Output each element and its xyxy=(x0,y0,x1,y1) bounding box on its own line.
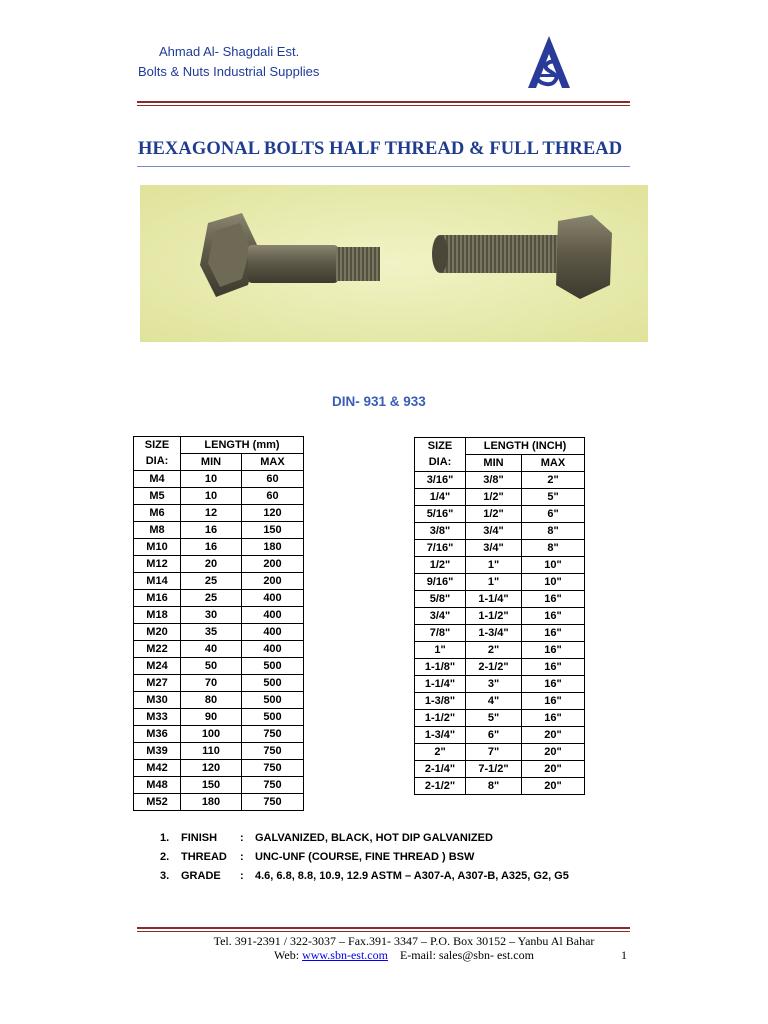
size-cell: M52 xyxy=(134,794,181,811)
min-cell: 120 xyxy=(181,760,242,777)
min-cell: 3/8" xyxy=(466,472,522,489)
min-cell: 1-1/2" xyxy=(466,608,522,625)
size-cell: M24 xyxy=(134,658,181,675)
max-cell: 400 xyxy=(242,607,304,624)
table-row xyxy=(134,743,304,760)
dia-header: DIA: xyxy=(415,455,466,472)
footer-divider xyxy=(137,927,630,929)
table-row xyxy=(134,539,304,556)
note-item xyxy=(160,867,569,886)
max-cell: 20" xyxy=(522,727,585,744)
min-cell: 7" xyxy=(466,744,522,761)
size-cell: 5/8" xyxy=(415,591,466,608)
size-cell: 2-1/4" xyxy=(415,761,466,778)
table-row xyxy=(134,709,304,726)
size-cell: M27 xyxy=(134,675,181,692)
footer-web-email xyxy=(20,948,768,963)
table-row xyxy=(415,676,585,693)
metric-length-table xyxy=(133,436,304,811)
table-row xyxy=(415,574,585,591)
min-cell: 3" xyxy=(466,676,522,693)
size-cell: 1-1/2" xyxy=(415,710,466,727)
min-cell: 90 xyxy=(181,709,242,726)
table-row xyxy=(415,523,585,540)
size-cell: M8 xyxy=(134,522,181,539)
table-row xyxy=(134,624,304,641)
max-cell: 60 xyxy=(242,471,304,488)
max-cell: 150 xyxy=(242,522,304,539)
max-header: MAX xyxy=(522,455,585,472)
table-row xyxy=(134,590,304,607)
note-label: GRADE xyxy=(181,870,221,882)
size-cell: M30 xyxy=(134,692,181,709)
note-label: FINISH xyxy=(181,832,218,844)
web-label: Web: xyxy=(274,948,303,962)
max-cell: 750 xyxy=(242,794,304,811)
note-number: 1. xyxy=(160,832,170,844)
min-cell: 7-1/2" xyxy=(466,761,522,778)
min-cell: 12 xyxy=(181,505,242,522)
company-header xyxy=(138,42,319,82)
din-standard-heading: DIN- 931 & 933 xyxy=(332,394,426,409)
size-cell: M12 xyxy=(134,556,181,573)
table-row xyxy=(134,505,304,522)
header-divider xyxy=(137,101,630,103)
min-cell: 2" xyxy=(466,642,522,659)
table-row xyxy=(134,692,304,709)
note-number: 2. xyxy=(160,851,170,863)
table-row xyxy=(134,556,304,573)
max-cell: 16" xyxy=(522,608,585,625)
table-row xyxy=(134,607,304,624)
table-row xyxy=(415,778,585,795)
max-cell: 400 xyxy=(242,590,304,607)
inch-length-table xyxy=(414,437,585,795)
table-row xyxy=(415,506,585,523)
max-cell: 750 xyxy=(242,760,304,777)
size-cell: M39 xyxy=(134,743,181,760)
size-cell: 7/16" xyxy=(415,540,466,557)
note-number: 3. xyxy=(160,870,170,882)
page-title: HEXAGONAL BOLTS HALF THREAD & FULL THREAD xyxy=(138,139,623,159)
size-cell: M18 xyxy=(134,607,181,624)
footer-contact: Tel. 391-2391 / 322-3037 – Fax.391- 3347 – P.O. Box 30152 – Yanbu Al Bahar xyxy=(213,934,595,948)
size-cell: M22 xyxy=(134,641,181,658)
max-cell: 16" xyxy=(522,710,585,727)
table-row xyxy=(415,642,585,659)
max-cell: 16" xyxy=(522,642,585,659)
hex-bolts-photo-icon xyxy=(140,185,648,342)
note-colon: : xyxy=(240,832,244,844)
size-cell: 1-1/8" xyxy=(415,659,466,676)
size-cell: M33 xyxy=(134,709,181,726)
table-row xyxy=(134,522,304,539)
min-cell: 35 xyxy=(181,624,242,641)
min-cell: 10 xyxy=(181,471,242,488)
min-cell: 1-1/4" xyxy=(466,591,522,608)
min-cell: 16 xyxy=(181,539,242,556)
company-tagline: Bolts & Nuts Industrial Supplies xyxy=(138,64,320,79)
max-cell: 400 xyxy=(242,641,304,658)
table-row xyxy=(415,693,585,710)
table-row xyxy=(134,777,304,794)
min-cell: 180 xyxy=(181,794,242,811)
size-header: SIZE xyxy=(134,437,181,454)
length-header: LENGTH (mm) xyxy=(181,437,304,454)
min-cell: 3/4" xyxy=(466,540,522,557)
table-row xyxy=(134,794,304,811)
size-cell: 3/16" xyxy=(415,472,466,489)
max-cell: 60 xyxy=(242,488,304,505)
note-value: 4.6, 6.8, 8.8, 10.9, 12.9 ASTM – A307-A, A307-B, A325, G2, G5 xyxy=(255,870,569,882)
table-row xyxy=(415,761,585,778)
size-cell: 9/16" xyxy=(415,574,466,591)
size-header: SIZE xyxy=(415,438,466,455)
min-cell: 20 xyxy=(181,556,242,573)
table-row xyxy=(415,472,585,489)
min-header: MIN xyxy=(466,455,522,472)
size-cell: M4 xyxy=(134,471,181,488)
note-item xyxy=(160,829,569,848)
table-row xyxy=(134,488,304,505)
max-cell: 750 xyxy=(242,743,304,760)
max-cell: 5" xyxy=(522,489,585,506)
table-row xyxy=(415,710,585,727)
size-cell: 1/2" xyxy=(415,557,466,574)
table-row xyxy=(415,744,585,761)
website-link[interactable]: www.sbn-est.com xyxy=(302,948,388,962)
max-cell: 10" xyxy=(522,557,585,574)
note-item xyxy=(160,848,569,867)
table-row xyxy=(134,658,304,675)
table-row xyxy=(415,608,585,625)
max-cell: 200 xyxy=(242,573,304,590)
max-cell: 8" xyxy=(522,523,585,540)
table-row xyxy=(134,573,304,590)
max-cell: 750 xyxy=(242,777,304,794)
page-number: 1 xyxy=(621,948,627,962)
max-cell: 16" xyxy=(522,676,585,693)
max-cell: 750 xyxy=(242,726,304,743)
header-divider-thin xyxy=(137,105,630,106)
max-cell: 16" xyxy=(522,659,585,676)
as-logo-icon xyxy=(522,34,576,90)
max-cell: 500 xyxy=(242,692,304,709)
min-cell: 150 xyxy=(181,777,242,794)
specification-notes xyxy=(160,829,569,886)
size-cell: 3/4" xyxy=(415,608,466,625)
note-value: UNC-UNF (COURSE, FINE THREAD ) BSW xyxy=(255,851,475,863)
size-cell: 7/8" xyxy=(415,625,466,642)
min-cell: 5" xyxy=(466,710,522,727)
min-cell: 50 xyxy=(181,658,242,675)
min-cell: 70 xyxy=(181,675,242,692)
min-cell: 16 xyxy=(181,522,242,539)
max-cell: 16" xyxy=(522,693,585,710)
title-underline xyxy=(137,166,630,167)
min-cell: 30 xyxy=(181,607,242,624)
max-cell: 500 xyxy=(242,658,304,675)
size-cell: 1" xyxy=(415,642,466,659)
max-cell: 400 xyxy=(242,624,304,641)
min-cell: 1/2" xyxy=(466,506,522,523)
footer-divider-thin xyxy=(137,931,630,932)
max-cell: 500 xyxy=(242,675,304,692)
size-cell: 3/8" xyxy=(415,523,466,540)
table-row xyxy=(134,471,304,488)
min-cell: 80 xyxy=(181,692,242,709)
min-cell: 25 xyxy=(181,573,242,590)
size-cell: M16 xyxy=(134,590,181,607)
min-cell: 10 xyxy=(181,488,242,505)
max-cell: 180 xyxy=(242,539,304,556)
size-cell: M14 xyxy=(134,573,181,590)
max-cell: 20" xyxy=(522,778,585,795)
size-cell: 2-1/2" xyxy=(415,778,466,795)
min-cell: 1-3/4" xyxy=(466,625,522,642)
min-cell: 8" xyxy=(466,778,522,795)
max-cell: 16" xyxy=(522,591,585,608)
size-cell: 2" xyxy=(415,744,466,761)
size-cell: 1-1/4" xyxy=(415,676,466,693)
max-cell: 500 xyxy=(242,709,304,726)
table-row xyxy=(415,659,585,676)
max-cell: 2" xyxy=(522,472,585,489)
note-value: GALVANIZED, BLACK, HOT DIP GALVANIZED xyxy=(255,832,493,844)
min-header: MIN xyxy=(181,454,242,471)
size-cell: M48 xyxy=(134,777,181,794)
dia-header: DIA: xyxy=(134,454,181,471)
min-cell: 2-1/2" xyxy=(466,659,522,676)
min-cell: 40 xyxy=(181,641,242,658)
table-row xyxy=(134,641,304,658)
min-cell: 100 xyxy=(181,726,242,743)
size-cell: 1-3/8" xyxy=(415,693,466,710)
note-colon: : xyxy=(240,851,244,863)
length-header: LENGTH (INCH) xyxy=(466,438,585,455)
table-row xyxy=(134,760,304,777)
size-cell: 5/16" xyxy=(415,506,466,523)
table-row xyxy=(134,726,304,743)
table-row xyxy=(415,540,585,557)
size-cell: 1-3/4" xyxy=(415,727,466,744)
table-row xyxy=(415,557,585,574)
email-text: E-mail: sales@sbn- est.com xyxy=(399,948,534,962)
max-cell: 8" xyxy=(522,540,585,557)
table-row xyxy=(415,489,585,506)
note-label: THREAD xyxy=(181,851,227,863)
table-row xyxy=(415,625,585,642)
note-colon: : xyxy=(240,870,244,882)
min-cell: 1" xyxy=(466,557,522,574)
min-cell: 110 xyxy=(181,743,242,760)
size-cell: M42 xyxy=(134,760,181,777)
min-cell: 25 xyxy=(181,590,242,607)
max-cell: 20" xyxy=(522,761,585,778)
max-cell: 200 xyxy=(242,556,304,573)
max-cell: 20" xyxy=(522,744,585,761)
max-cell: 10" xyxy=(522,574,585,591)
size-cell: M6 xyxy=(134,505,181,522)
table-row xyxy=(415,591,585,608)
size-cell: M20 xyxy=(134,624,181,641)
max-cell: 120 xyxy=(242,505,304,522)
min-cell: 1" xyxy=(466,574,522,591)
max-cell: 16" xyxy=(522,625,585,642)
max-header: MAX xyxy=(242,454,304,471)
size-cell: M36 xyxy=(134,726,181,743)
min-cell: 6" xyxy=(466,727,522,744)
min-cell: 1/2" xyxy=(466,489,522,506)
company-name: Ahmad Al- Shagdali Est. xyxy=(159,44,300,59)
size-cell: M5 xyxy=(134,488,181,505)
min-cell: 4" xyxy=(466,693,522,710)
size-cell: 1/4" xyxy=(415,489,466,506)
min-cell: 3/4" xyxy=(466,523,522,540)
table-row xyxy=(415,727,585,744)
max-cell: 6" xyxy=(522,506,585,523)
table-row xyxy=(134,675,304,692)
size-cell: M10 xyxy=(134,539,181,556)
